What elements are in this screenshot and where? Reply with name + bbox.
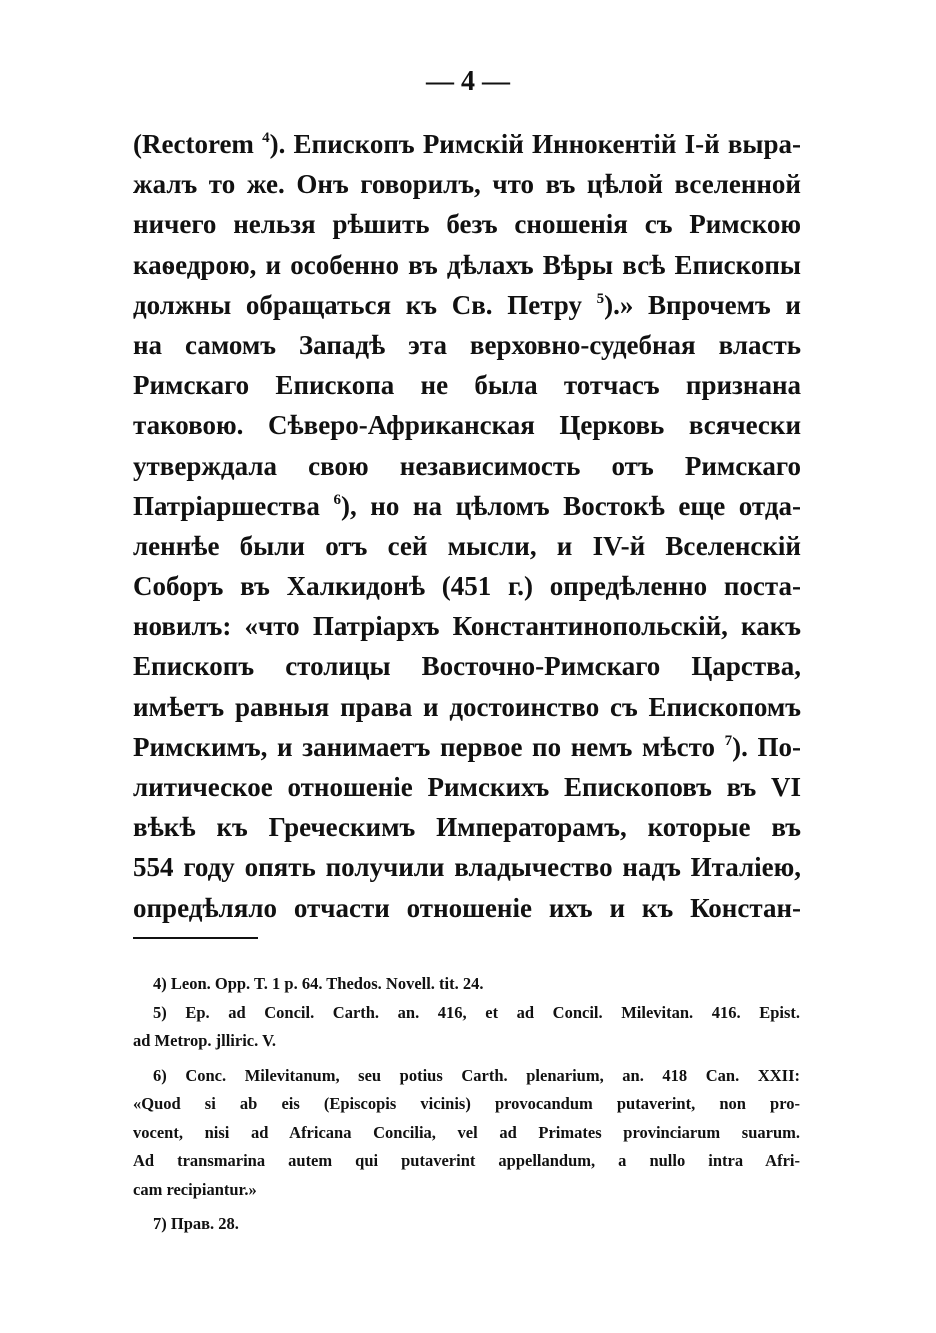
footnotes xyxy=(133,970,800,1239)
footnote-ref[interactable]: 4 xyxy=(262,130,270,146)
footnote-7: 7) Прав. 28. xyxy=(153,1214,239,1233)
text-segment: ). По- xyxy=(732,731,801,762)
text-line: литическое отношеніе Римскихъ Епископовъ въ VI xyxy=(133,772,801,802)
text-line xyxy=(133,486,801,526)
footnote-5: 5) Ep. ad Concil. Carth. an. 416, et ad Concil. Milevitan. 416. Epist. xyxy=(153,1002,800,1022)
text-line: новилъ: «что Патріархъ Константинопольскій, какъ xyxy=(133,611,801,642)
text-segment: Римскимъ, и занимаетъ первое по немъ мѣсто xyxy=(133,731,725,762)
text-line: имѣетъ равныя права и достоинство съ Епископомъ xyxy=(133,691,801,722)
text-line: Римскаго Епископа не была тотчасъ признана xyxy=(133,370,801,401)
text-segment: (Rectorem xyxy=(133,129,263,159)
footnote-6-cont: cam recipiantur.» xyxy=(133,1179,257,1199)
text-segment: ), но на цѣломъ Востокѣ еще отда- xyxy=(340,490,801,521)
text-line: утверждала свою независимость отъ Римскаго xyxy=(133,450,801,481)
footnote-ref[interactable]: 5 xyxy=(596,290,605,307)
footnote-divider xyxy=(133,937,258,939)
text-segment: ).» Впрочемъ и xyxy=(604,289,801,320)
footnote-6: 6) Conc. Milevitanum, seu potius Carth. plenarium, an. 418 Can. XXII: xyxy=(153,1065,800,1085)
main-text xyxy=(133,124,801,928)
text-segment: должны обращаться къ Св. Петру xyxy=(133,289,597,320)
text-line: ничего нельзя рѣшить безъ сношенія съ Римскою xyxy=(133,209,801,240)
text-line: на самомъ Западѣ эта верховно-судебная власть xyxy=(133,329,801,360)
footnote-4: 4) Leon. Opp. T. 1 p. 64. Thedos. Novell. tit. 24. xyxy=(153,974,484,993)
text-line: таковою. Сѣверо-Африканская Церковь всячески xyxy=(133,410,801,441)
footnote-ref[interactable]: 7 xyxy=(724,732,733,749)
text-line: опредѣляло отчасти отношеніе ихъ и къ Констан- xyxy=(133,892,801,923)
footnote-ref[interactable]: 6 xyxy=(333,491,341,508)
footnote-6-cont: vocent, nisi ad Africana Concilia, vel ad Primates provinciarum suarum. xyxy=(133,1122,800,1142)
footnote-5-cont: ad Metrop. jlliric. V. xyxy=(133,1031,276,1050)
text-line xyxy=(133,727,801,767)
text-line xyxy=(133,124,801,164)
text-line: каѳедрою, и особенно въ дѣлахъ Вѣры всѣ Епископы xyxy=(133,249,801,280)
text-line: жалъ то же. Онъ говорилъ, что въ цѣлой вселенной xyxy=(133,169,801,200)
text-line: 554 году опять получили владычество надъ Италіею, xyxy=(133,852,801,883)
text-line: леннѣе были отъ сей мысли, и IV-й Вселенскій xyxy=(133,530,801,561)
text-line: вѣкѣ къ Греческимъ Императорамъ, которые въ xyxy=(133,812,801,843)
text-line: Соборъ въ Халкидонѣ (451 г.) опредѣленно поста- xyxy=(133,571,801,602)
text-line xyxy=(133,285,801,325)
text-segment: ). Епископъ Римскій Иннокентій I-й выра- xyxy=(269,129,801,159)
text-line: Епископъ столицы Восточно-Римскаго Царства, xyxy=(133,651,801,682)
text-segment: Патріаршества xyxy=(133,490,334,521)
page-number: — 4 — xyxy=(426,66,510,97)
footnote-6-cont: «Quod si ab eis (Episcopis vicinis) provocandum putaverint, non pro- xyxy=(133,1094,800,1113)
footnote-6-cont: Ad transmarina autem qui putaverint appellandum, a nullo intra Afri- xyxy=(133,1151,800,1170)
